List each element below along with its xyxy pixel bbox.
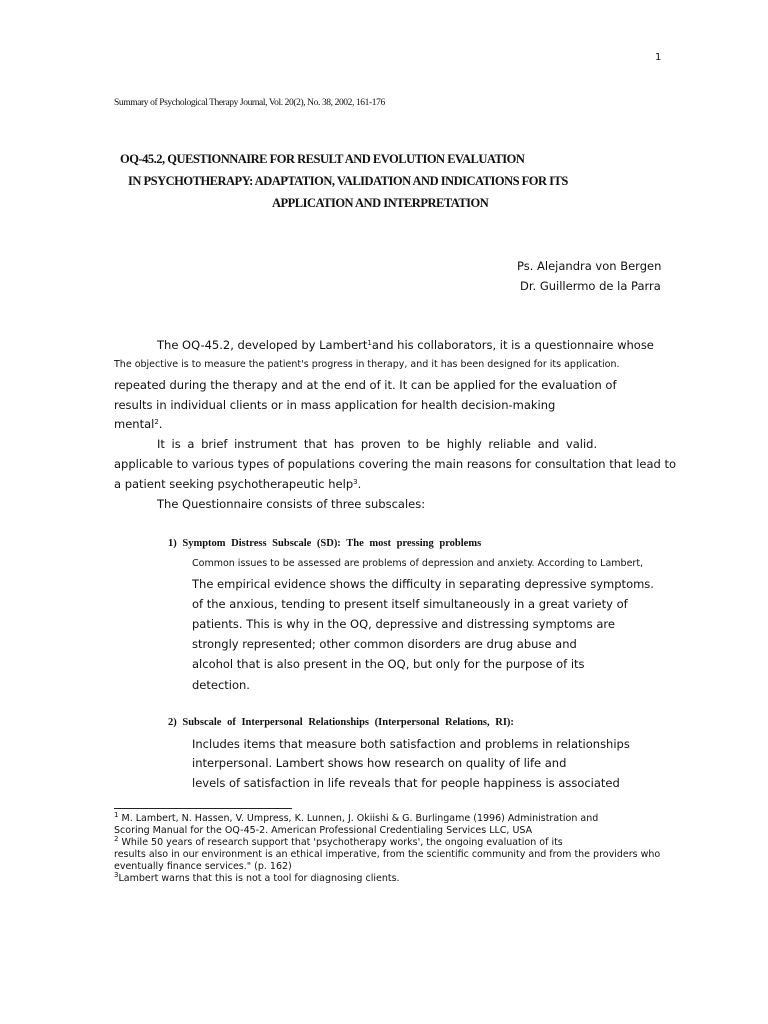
journal-citation: Summary of Psychological Therapy Journal, Vol. 20(2), No. 38, 2002, 161-176 — [114, 98, 385, 108]
subscale-1-line: Common issues to be assessed are problems of depression and anxiety. According to Lambert, — [192, 558, 644, 569]
title-line-1: OQ-45.2, QUESTIONNAIRE FOR RESULT AND EVOLUTION EVALUATION — [120, 152, 525, 166]
author-2: Dr. Guillermo de la Parra — [520, 279, 661, 293]
subscale-2-line: levels of satisfaction in life reveals that for people happiness is associated — [192, 776, 620, 790]
subscale-1-line: patients. This is why in the OQ, depressive and distressing symptoms are — [192, 617, 615, 631]
footnote-1-line-2: Scoring Manual for the OQ-45-2. American Professional Credentialing Services LLC, USA — [114, 825, 533, 836]
subscale-2-line: Includes items that measure both satisfaction and problems in relationships — [192, 737, 630, 751]
page-number: 1 — [655, 52, 662, 63]
para1-line-3: repeated during the therapy and at the end of it. It can be applied for the evaluation of — [114, 378, 617, 392]
para2-line-3: a patient seeking psychotherapeutic help$^3$. — [114, 477, 362, 491]
footnote-3: $^3$Lambert warns that this is not a tool for diagnosing clients. — [114, 871, 400, 884]
subscale-1-line: The empirical evidence shows the difficulty in separating depressive symptoms. — [192, 577, 654, 591]
footnote-ref-3: 3 — [353, 478, 358, 486]
footnote-2-line-3: eventually finance services." (p. 162) — [114, 861, 292, 872]
footnote-ref-1: 1 — [367, 339, 372, 347]
author-1: Ps. Alejandra von Bergen — [517, 259, 662, 273]
footnote-1-line-1: $^1$ M. Lambert, N. Hassen, V. Umpress, K. Lunnen, J. Okiishi & G. Burlingame (1996) Administration and — [114, 811, 599, 824]
footnote-2-line-1: $^2$ While 50 years of research support that 'psychotherapy works', the ongoing evaluation of its — [114, 835, 563, 848]
para1-line-4: results in individual clients or in mass application for health decision-making — [114, 398, 556, 412]
subscale-1-line: of the anxious, tending to present itself simultaneously in a great variety of — [192, 597, 628, 611]
footnote-2-line-2: results also in our environment is an ethical imperative, from the scientific community and from the providers who — [114, 849, 661, 860]
subscale-1-heading: 1) Symptom Distress Subscale (SD): The most pressing problems — [168, 538, 482, 549]
para3: The Questionnaire consists of three subscales: — [157, 497, 426, 511]
subscale-1-line: detection. — [192, 678, 250, 692]
title-line-3: APPLICATION AND INTERPRETATION — [272, 196, 489, 210]
title-line-2: IN PSYCHOTHERAPY: ADAPTATION, VALIDATION AND INDICATIONS FOR ITS — [128, 174, 568, 188]
para2-line-2: applicable to various types of populations covering the main reasons for consultation that lead to — [114, 457, 677, 471]
subscale-1-line: strongly represented; other common disorders are drug abuse and — [192, 637, 577, 651]
subscale-2-line: interpersonal. Lambert shows how research on quality of life and — [192, 756, 567, 770]
footnote-divider — [114, 808, 292, 809]
para2-line-1: It is a brief instrument that has proven to be highly reliable and valid. — [157, 437, 598, 451]
para1-line-1: The OQ-45.2, developed by Lambert$^1$and his collaborators, it is a questionnaire whose — [157, 338, 654, 352]
subscale-1-line: alcohol that is also present in the OQ, but only for the purpose of its — [192, 657, 585, 671]
para1-line-5: mental$^2$. — [114, 417, 163, 431]
para1-line-2: The objective is to measure the patient's progress in therapy, and it has been designed for its application. — [114, 359, 620, 370]
subscale-2-heading: 2) Subscale of Interpersonal Relationships (Interpersonal Relations, RI): — [168, 717, 514, 728]
footnote-ref-2: 2 — [154, 418, 159, 426]
